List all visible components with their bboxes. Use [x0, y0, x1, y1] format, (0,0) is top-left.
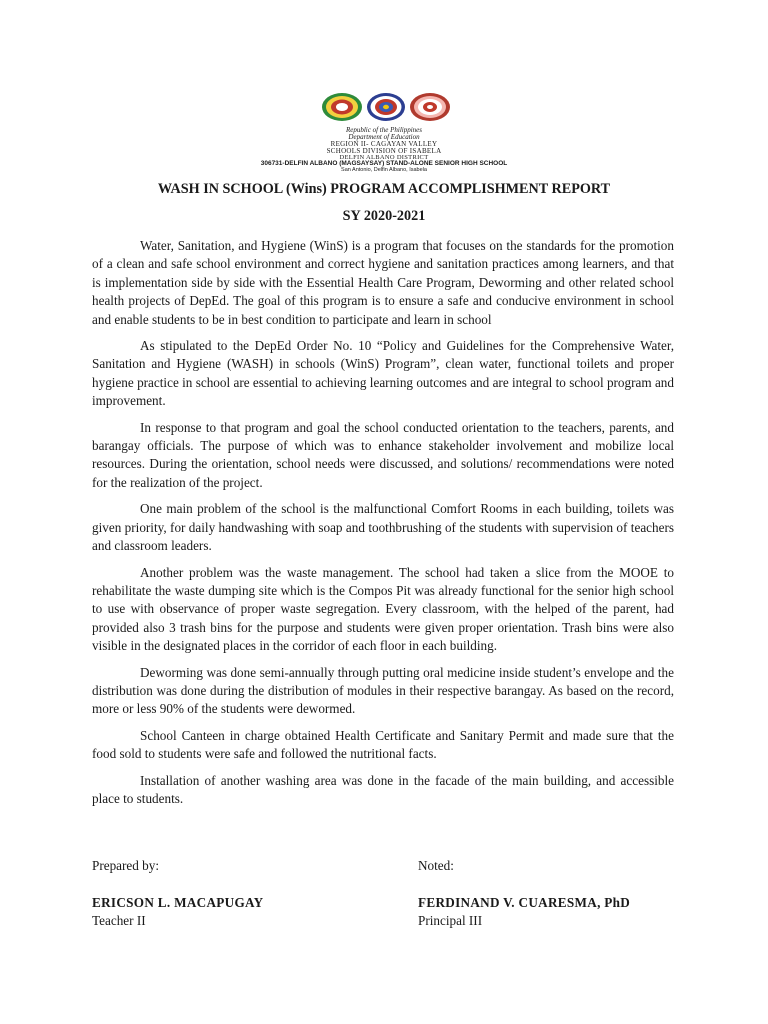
header-republic: Republic of the Philippines [345, 126, 422, 134]
paragraph-canteen: School Canteen in charge obtained Health Certificate and Sanitary Permit and made sure that the food sold to students were safe and followed the nutritional facts. [92, 727, 674, 762]
deped-seal-icon [320, 92, 364, 122]
paragraph-washing-area: Installation of another washing area was done in the facade of the main building, and accessible place to students. [92, 772, 674, 806]
noter-name: FERDINAND V. CUARESMA, PhD [418, 895, 631, 910]
paragraph-waste-management: Another problem was the waste management. The school had taken a slice from the MOOE to rehabilitate the waste dumping site which is the Compos Pit was already functional for the senior high school to use with observance of proper waste segregation. Every classroom, with the helped of the parent, had provided also 3 trash bins for the purpose and students were given proper orientation. Trash bins were also visible in the designated places in the corridor of each floor in each building. [92, 564, 674, 654]
header-region: REGION II- CAGAYAN VALLEY [330, 140, 438, 148]
report-body [92, 237, 674, 816]
header-department: Department of Education [348, 133, 420, 141]
letterhead [0, 92, 768, 172]
header-school: 306731-DELFIN ALBANO (MAGSAYSAY) STAND-ALONE SENIOR HIGH SCHOOL [260, 160, 508, 167]
preparer-position: Teacher II [92, 913, 146, 928]
header-address: San Antonio, Delfin Albano, Isabela [341, 167, 427, 173]
paragraph-comfort-rooms: One main problem of the school is the malfunctional Comfort Rooms in each building, toilets was given priority, for daily handwashing with soap and toothbrushing of the students with supervision of teachers and classroom leaders. [92, 501, 674, 554]
school-seal-icon [408, 92, 452, 122]
paragraph-intro: Water, Sanitation, and Hygiene (WinS) is a program that focuses on the standards for the promotion of a clean and safe school environment and correct hygiene and sanitation practices among learners, and that is implementation side by side with the Essential Health Care Program, Deworming and other related school health projects of DepEd. The goal of this program is to ensure a safe and conducive environment in school and enable students to be in best condition to participate and learn in school [92, 238, 674, 327]
paragraph-deworming: Deworming was done semi-annually through putting oral medicine inside student’s envelope and the distribution was done during the distribution of modules in their respective barangay. As based on the record, more or less 90% of the students were dewormed. [92, 664, 674, 717]
paragraph-orientation: In response to that program and goal the school conducted orientation to the teachers, parents, and barangay officials. The purpose of which was to enhance stakeholder involvement and mobilize local resources. During the orientation, school needs were discussed, and solutions/ recommendations were noted for the realization of the project. [92, 419, 674, 490]
report-title: WASH IN SCHOOL (Wins) PROGRAM ACCOMPLISHMENT REPORT [157, 181, 611, 197]
noted-label: Noted: [418, 858, 454, 873]
letterhead-logos [320, 92, 450, 124]
prepared-by-label: Prepared by: [92, 858, 160, 873]
division-seal-icon [364, 92, 408, 122]
noter-position: Principal III [418, 913, 483, 928]
paragraph-deped-order: As stipulated to the DepEd Order No. 10 “Policy and Guidelines for the Comprehensive Water, Sanitation and Hygiene (WASH) in schools (WinS) Program”, clean water, functional toilets and proper hygiene practice in school are essential to achieving learning outcomes and are integral to school program and improvement. [92, 338, 674, 409]
header-division: SCHOOLS DIVISION OF ISABELA [326, 147, 442, 155]
header-district: DELFIN ALBANO DISTRICT [339, 153, 429, 161]
report-school-year: SY 2020-2021 [342, 208, 426, 224]
preparer-name: ERICSON L. MACAPUGAY [92, 895, 264, 910]
